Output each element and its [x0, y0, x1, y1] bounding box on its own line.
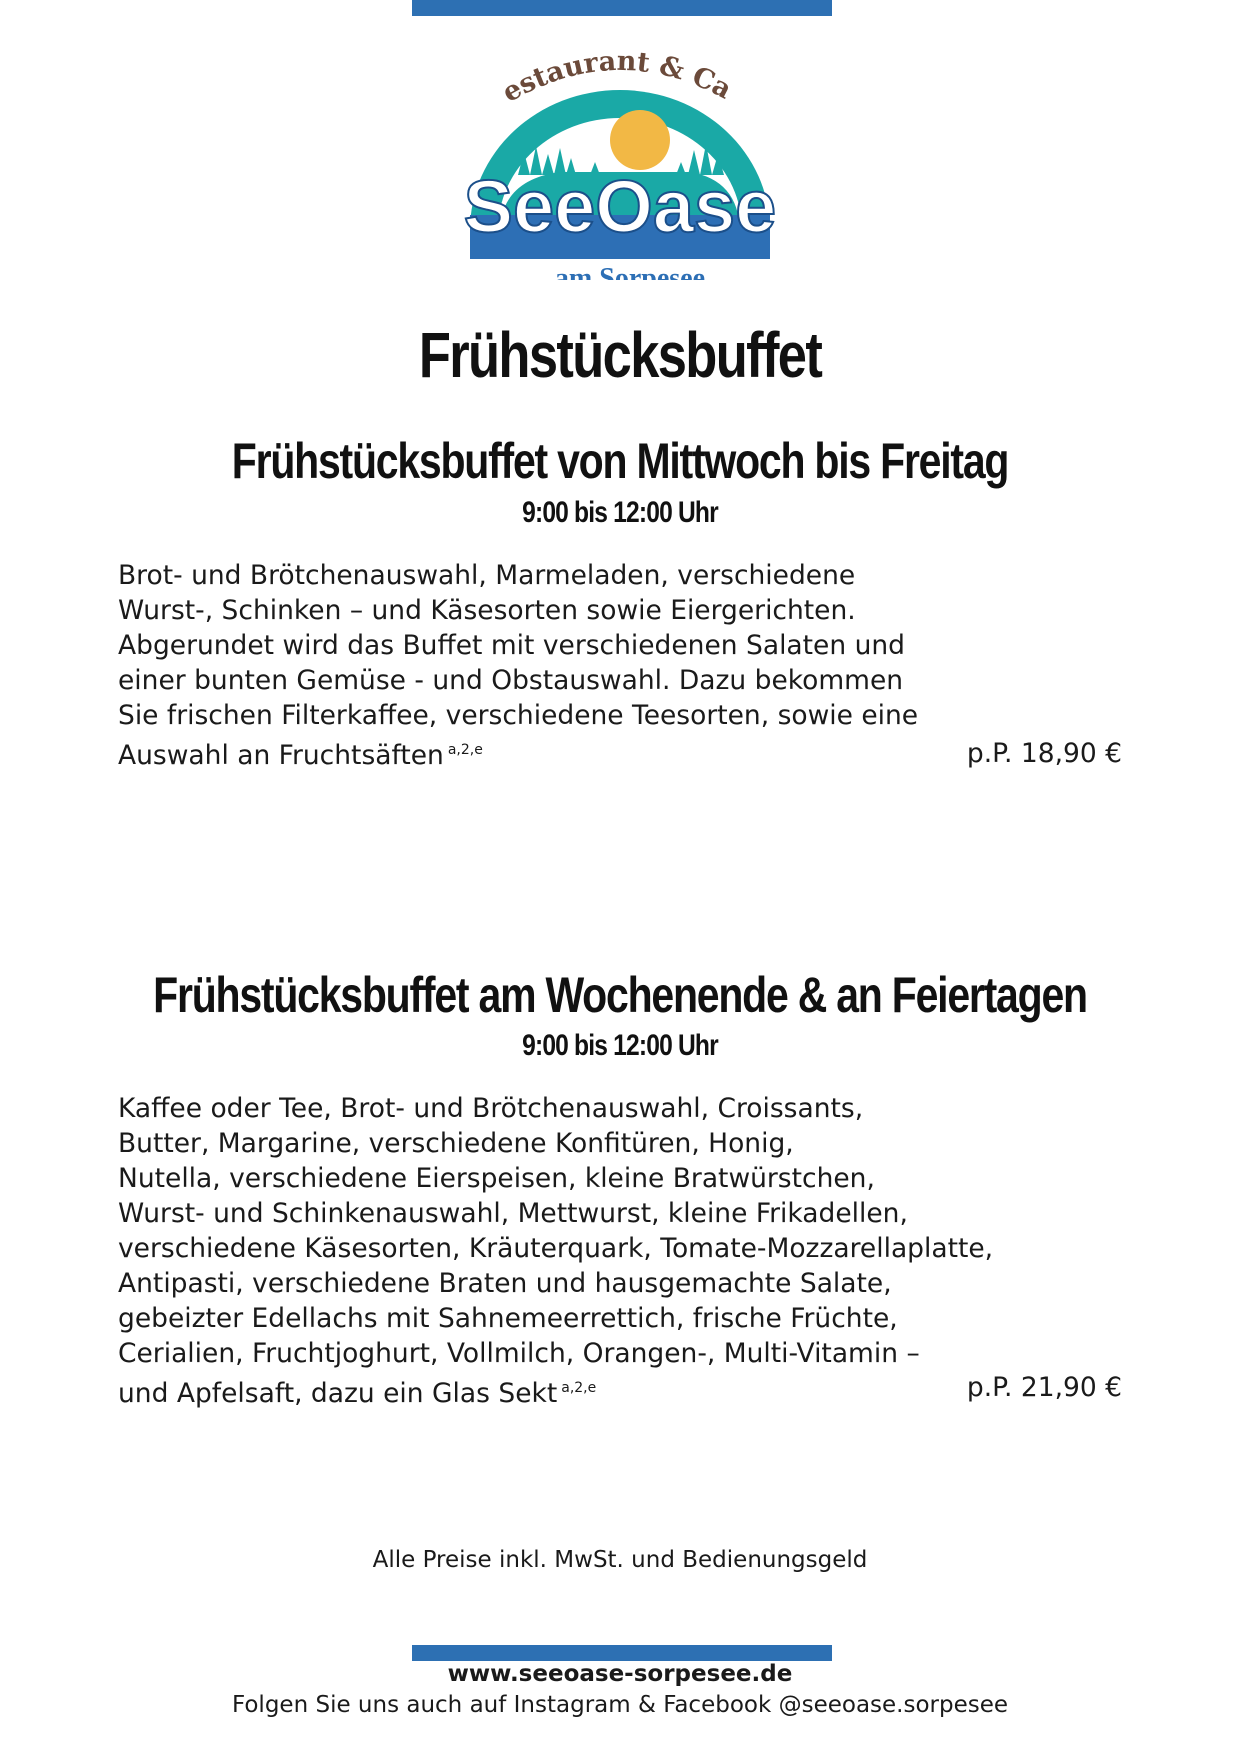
- allergen-note: a,2,e: [447, 742, 483, 758]
- allergen-note: a,2,e: [561, 1380, 597, 1396]
- description-line: Sie frischen Filterkaffee, verschiedene Teesorten, sowie eine: [118, 700, 919, 731]
- section-hours-weekday: 9:00 bis 12:00 Uhr: [522, 496, 718, 529]
- restaurant-logo: [440, 40, 800, 280]
- website-link[interactable]: www.seeoase-sorpesee.de: [447, 1661, 793, 1687]
- description-line: Antipasti, verschiedene Braten und hausgemachte Salate,: [118, 1268, 892, 1299]
- page-title: Frühstücksbuffet: [418, 319, 822, 391]
- logo-top-text: estaurant & Ca: [497, 45, 737, 109]
- description-line: Cerialien, Fruchtjoghurt, Vollmilch, Orangen-, Multi-Vitamin –: [118, 1338, 920, 1369]
- description-line: Wurst- und Schinkenauswahl, Mettwurst, kleine Frikadellen,: [118, 1198, 908, 1229]
- top-accent-bar: [412, 0, 832, 16]
- section-description-weekend: [118, 1091, 1018, 1411]
- logo-sub-text: am Sorpesee: [554, 263, 705, 280]
- section-title-weekend: Frühstücksbuffet am Wochenende & an Feiertagen: [153, 967, 1087, 1023]
- description-line: Nutella, verschiedene Eierspeisen, kleine Bratwürstchen,: [118, 1163, 875, 1194]
- description-line: verschiedene Käsesorten, Kräuterquark, Tomate-Mozzarellaplatte,: [118, 1233, 994, 1264]
- logo-graphic: [440, 40, 800, 280]
- description-line: Brot- und Brötchenauswahl, Marmeladen, verschiedene: [118, 560, 856, 591]
- description-line-last: [118, 733, 1018, 773]
- description-line: einer bunten Gemüse - und Obstauswahl. Dazu bekommen: [118, 665, 904, 696]
- description-line-text: Auswahl an Fruchtsäften: [118, 740, 444, 771]
- section-description-weekday: [118, 558, 1018, 773]
- bottom-accent-bar: [412, 1645, 832, 1661]
- description-line: Kaffee oder Tee, Brot- und Brötchenauswahl, Croissants,: [118, 1093, 864, 1124]
- social-media-text: Folgen Sie uns auch auf Instagram & Facebook @seeoase.sorpesee: [231, 1692, 1009, 1718]
- logo-brand: SeeOase: [463, 165, 777, 248]
- section-title-weekday: Frühstücksbuffet von Mittwoch bis Freitag: [231, 433, 1009, 489]
- description-line: Wurst-, Schinken – und Käsesorten sowie Eiergerichten.: [118, 595, 856, 626]
- price-weekday: p.P. 18,90 €: [966, 738, 1122, 769]
- price-footnote: Alle Preise inkl. MwSt. und Bedienungsgeld: [372, 1547, 868, 1573]
- price-weekend: p.P. 21,90 €: [966, 1372, 1122, 1403]
- description-line-text: und Apfelsaft, dazu ein Glas Sekt: [118, 1378, 558, 1409]
- description-line-last: [118, 1371, 1018, 1411]
- section-hours-weekend: 9:00 bis 12:00 Uhr: [522, 1029, 718, 1062]
- description-line: Abgerundet wird das Buffet mit verschiedenen Salaten und: [118, 630, 905, 661]
- description-line: Butter, Margarine, verschiedene Konfitüren, Honig,: [118, 1128, 794, 1159]
- description-line: gebeizter Edellachs mit Sahnemeerrettich, frische Früchte,: [118, 1303, 898, 1334]
